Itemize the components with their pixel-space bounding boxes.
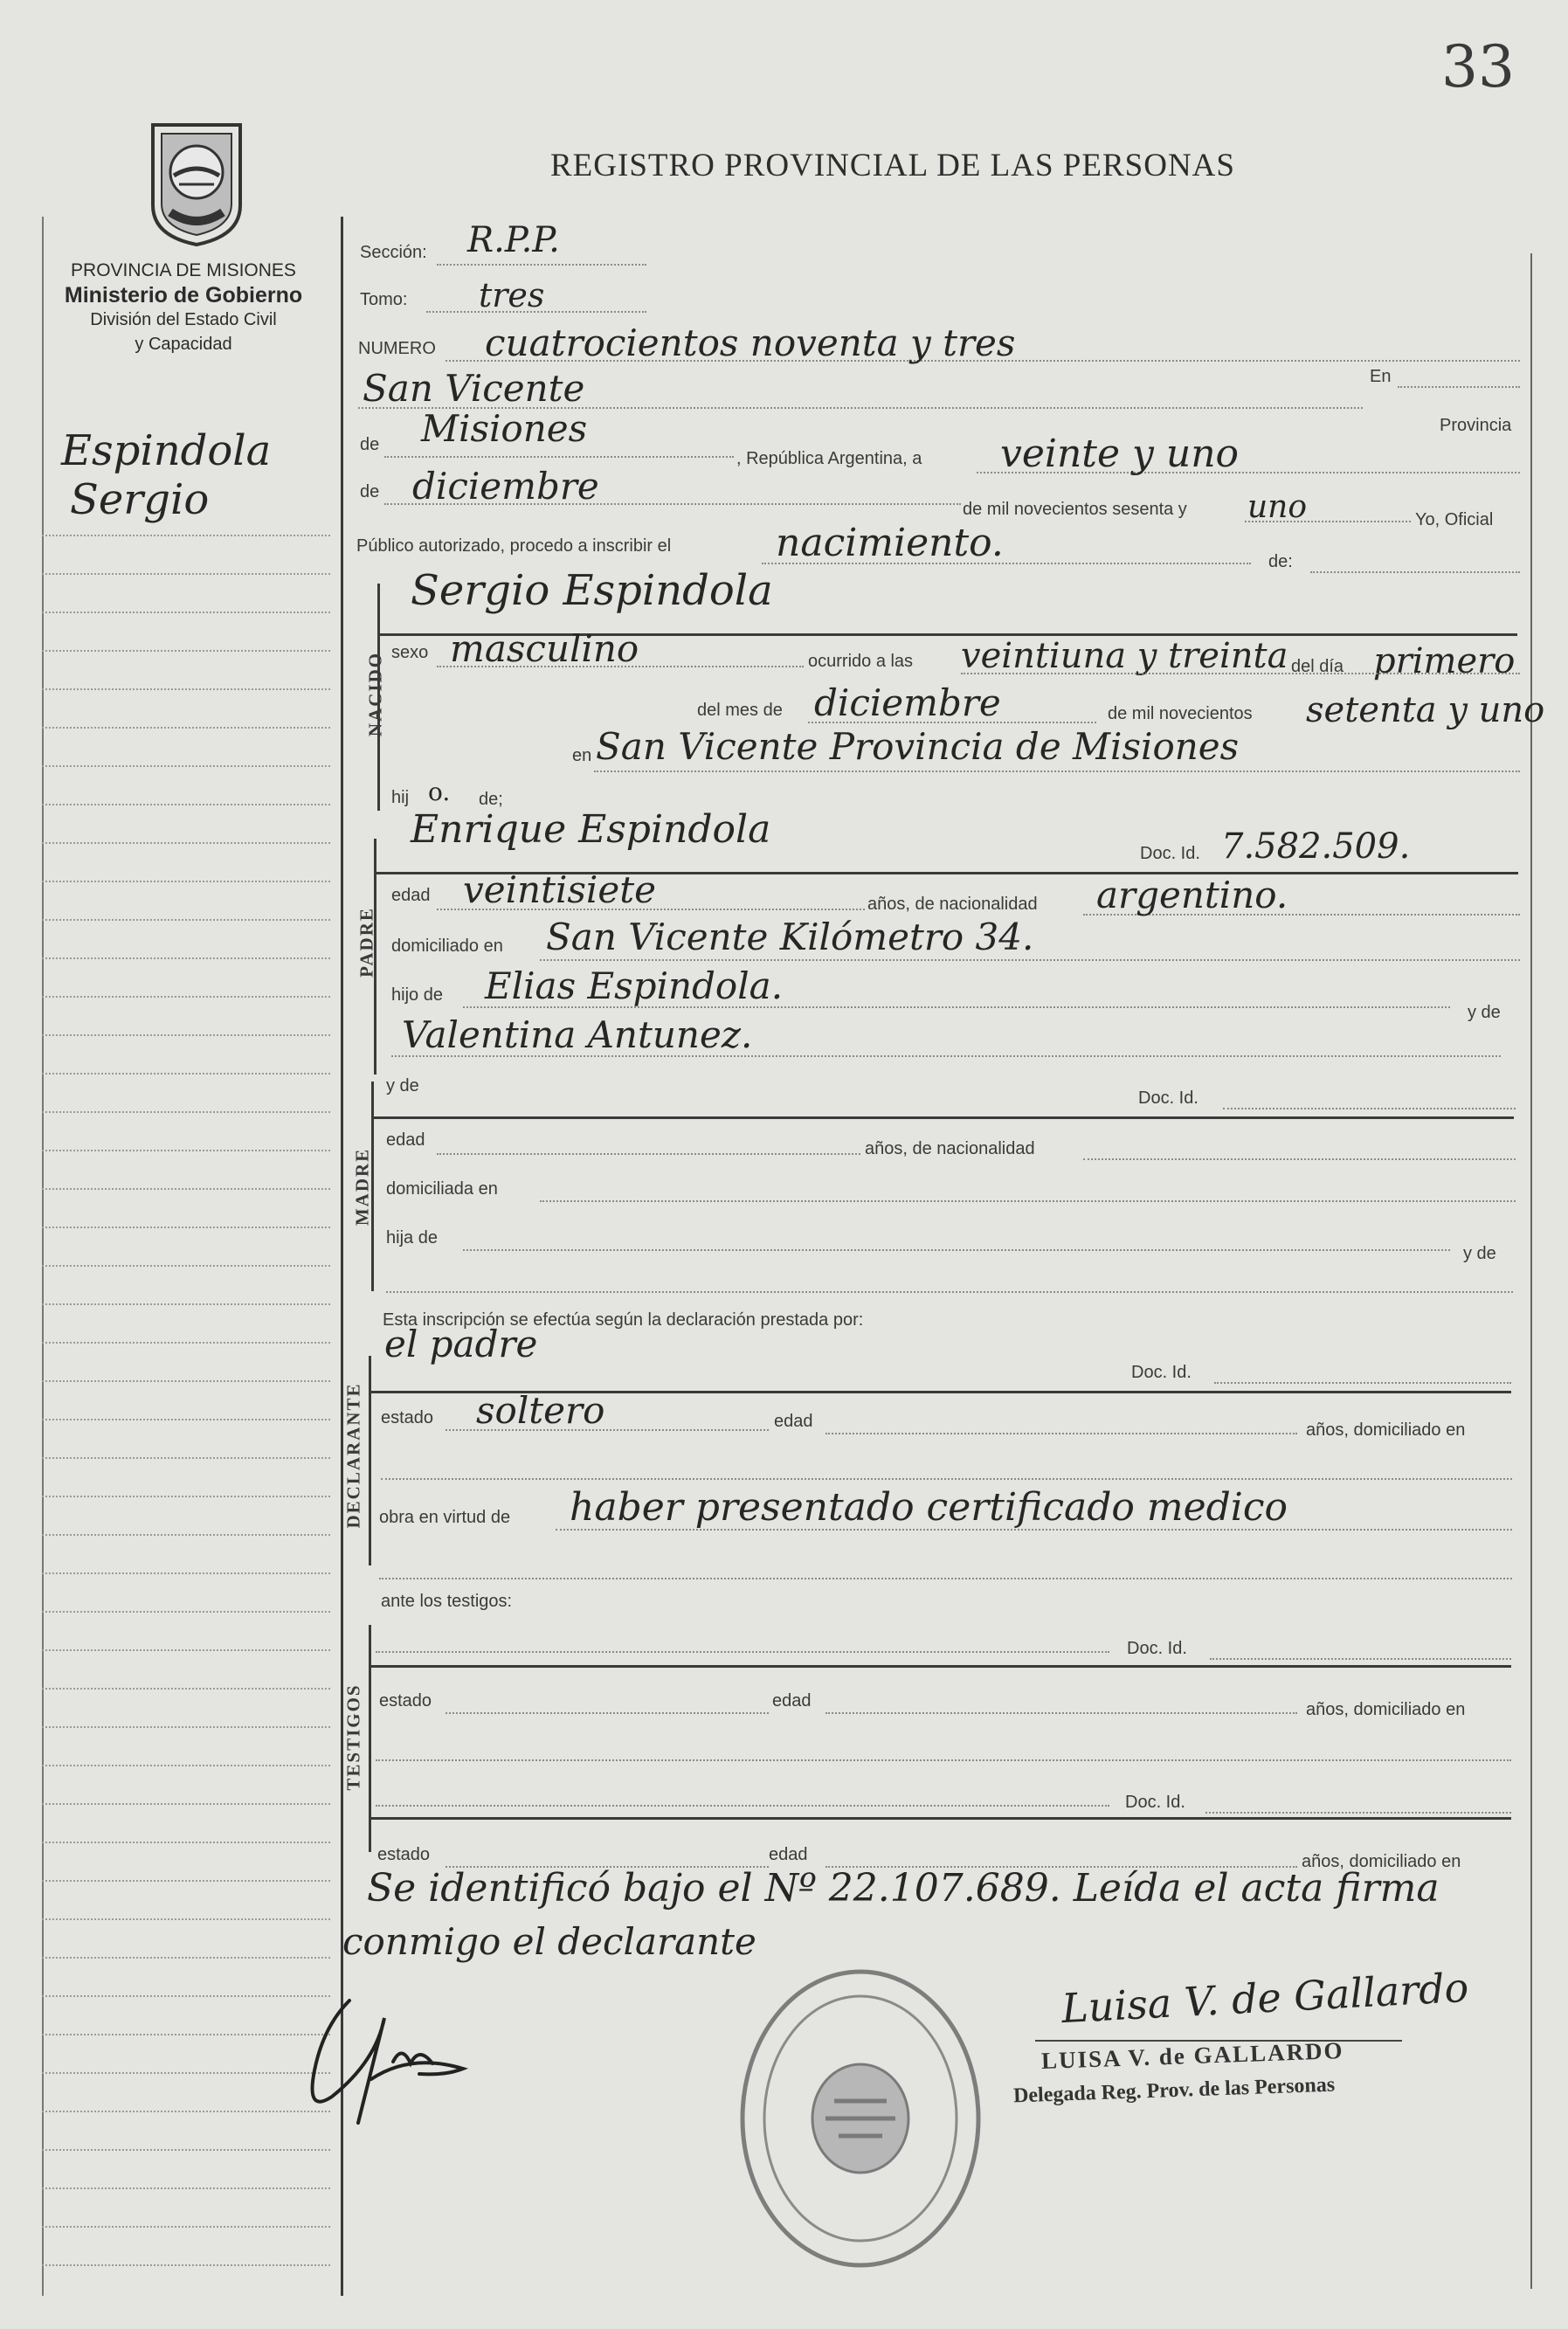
republica-label: , República Argentina, a [736, 449, 922, 468]
margin-rule [42, 1957, 330, 1959]
margin-rule [42, 1150, 330, 1151]
margin-rule [42, 1265, 330, 1267]
margin-rule [42, 1995, 330, 1997]
margin-rule [42, 1726, 330, 1728]
margin-rule [42, 1380, 330, 1382]
padre-hijo-de-label: hijo de [391, 985, 443, 1005]
margin-rule [42, 2111, 330, 2112]
margin-rule [42, 727, 330, 729]
margin-rule [42, 1457, 330, 1459]
testigos-section-label: TESTIGOS [342, 1683, 364, 1791]
testigo1-doc-label: Doc. Id. [1127, 1639, 1187, 1658]
org-line-1: PROVINCIA DE MISIONES [71, 260, 296, 280]
padre-nacionalidad: argentino. [1096, 874, 1288, 916]
hijo-label [391, 788, 409, 808]
nacido-mil-label: de mil novecientos [1108, 704, 1253, 723]
seccion-value: R.P.P. [467, 220, 560, 260]
madre-hija-de-label: hija de [386, 1228, 438, 1247]
margin-rule [42, 573, 330, 575]
madre-edad-label: edad [386, 1130, 425, 1150]
dia-value: veinte y uno [1000, 432, 1240, 476]
page-number: 33 [1441, 33, 1515, 100]
de-label: de [360, 435, 380, 454]
margin-rule [42, 2149, 330, 2151]
margin-rule [42, 612, 330, 613]
margin-rule [42, 919, 330, 921]
padre-edad-value: veintisiete [463, 868, 656, 911]
nacido-lugar: San Vicente Provincia de Misiones [596, 725, 1240, 768]
officer-stamp-title: Delegada Reg. Prov. de las Personas [1012, 2073, 1336, 2108]
anio-value: uno [1247, 489, 1308, 525]
testigos-intro: ante los testigos: [381, 1592, 513, 1611]
provincia-value: Misiones [421, 407, 588, 450]
declarant-signature [288, 1966, 515, 2145]
declarante-anios-label: años, domiciliado en [1306, 1420, 1466, 1440]
declarante-intro: Esta inscripción se efectúa según la declaración prestada por: [383, 1310, 864, 1330]
yo-oficial-label: Yo, Oficial [1415, 510, 1494, 529]
margin-rule [42, 1842, 330, 1843]
mes-value: diciembre [412, 465, 599, 508]
margin-rule [42, 1342, 330, 1344]
hora-value: veintiuna y treinta [961, 636, 1288, 676]
sexo-label: sexo [391, 643, 429, 662]
margin-rule [42, 1534, 330, 1536]
testigo2-estado-label: estado [377, 1845, 431, 1864]
padre-y-de-label: y de [1468, 1003, 1501, 1022]
de-label-2: de [360, 482, 380, 501]
madre-section-label: MADRE [351, 1147, 373, 1227]
tomo-label: Tomo: [360, 290, 408, 309]
closing-line-2: conmigo el declarante [342, 1920, 756, 1963]
padre-domicilio-label: domiciliado en [391, 936, 503, 956]
margin-rule [42, 1649, 330, 1651]
seccion-label: Sección: [360, 243, 427, 262]
org-block [35, 259, 332, 356]
ocurrido-label: ocurrido a las [808, 652, 914, 671]
officer-signature: Luisa V. de Gallardo [1060, 1963, 1470, 2033]
madre-y-de-label: y de [386, 1076, 419, 1095]
margin-rule [42, 1918, 330, 1920]
margin-rule [42, 2034, 330, 2035]
padre-edad-label: edad [391, 886, 431, 905]
nacido-en-label: en [572, 746, 592, 765]
testigo2-doc-label: Doc. Id. [1125, 1793, 1185, 1812]
nacido-mes-value: diciembre [814, 681, 1001, 724]
margin-surname: Espindola [61, 426, 272, 475]
closing-line-1: Se identificó bajo el Nº 22.107.689. Leída el acta firma [367, 1866, 1440, 1911]
madre-anios-label: años, de nacionalidad [865, 1139, 1035, 1158]
acto-value: nacimiento. [776, 521, 1004, 565]
declarante-section-label: DECLARANTE [342, 1382, 364, 1529]
nacido-name: Sergio Espindola [411, 566, 773, 615]
madre-doc-label: Doc. Id. [1138, 1088, 1198, 1108]
declarante-estado-label: estado [381, 1408, 434, 1427]
document-title: REGISTRO PROVINCIAL DE LAS PERSONAS [550, 148, 1235, 183]
hijo-suffix: o. [428, 777, 451, 806]
madre-domicilio-label: domiciliada en [386, 1179, 498, 1199]
declarante-doc-label: Doc. Id. [1131, 1363, 1192, 1382]
provincia-label: Provincia [1440, 416, 1512, 435]
margin-rule [42, 1034, 330, 1036]
padre-anios-label: años, de nacionalidad [867, 895, 1038, 914]
tomo-value: tres [479, 276, 545, 314]
de-colon-label: de: [1268, 552, 1293, 571]
margin-rule [42, 2264, 330, 2266]
testigo2-anios-label: años, domiciliado en [1302, 1852, 1461, 1871]
margin-rule [42, 2226, 330, 2228]
en-label: En [1370, 367, 1392, 386]
org-line-2: Ministerio de Gobierno [64, 283, 303, 308]
margin-rule [42, 765, 330, 767]
margin-rule [42, 650, 330, 652]
margin-rule [42, 1073, 330, 1075]
nacido-dia-value: primero [1373, 641, 1516, 681]
margin-rule [42, 1227, 330, 1228]
margin-rule [42, 1765, 330, 1766]
declarante-obra-value: haber presentado certificado medico [570, 1485, 1288, 1530]
margin-rule [42, 804, 330, 805]
hijo-de-label: de; [479, 790, 503, 809]
place-value: San Vicente [363, 367, 585, 410]
testigo1-edad-label: edad [772, 1691, 812, 1710]
testigo2-edad-label: edad [769, 1845, 808, 1864]
org-line-4: y Capacidad [135, 335, 232, 354]
sexo-value: masculino [450, 627, 639, 670]
declarante-estado-value: soltero [476, 1389, 605, 1432]
margin-rule [42, 1688, 330, 1690]
margin-rule [42, 1111, 330, 1113]
margin-rule [42, 1611, 330, 1613]
numero-label: NUMERO [358, 339, 436, 358]
mil-label: de mil novecientos sesenta y [963, 500, 1187, 519]
margin-given-name: Sergio [70, 475, 210, 524]
province-emblem [135, 118, 258, 253]
padre-section-label: PADRE [356, 907, 377, 978]
margin-rule [42, 842, 330, 844]
numero-value: cuatrocientos noventa y tres [485, 321, 1016, 364]
padre-domicilio-value: San Vicente Kilómetro 34. [546, 916, 1034, 958]
margin-rule [42, 1880, 330, 1882]
padre-padre-de: Elias Espindola. [485, 964, 784, 1007]
declarante-edad-label: edad [774, 1412, 813, 1431]
margin-rule [42, 1419, 330, 1420]
margin-rule [42, 881, 330, 882]
mes-label: del mes de [697, 701, 783, 720]
publico-label: Público autorizado, procedo a inscribir el [356, 536, 672, 556]
padre-doc-value: 7.582.509. [1221, 826, 1411, 867]
margin-rule [42, 1803, 330, 1805]
margin-rule [42, 2072, 330, 2074]
dia-label: del día [1291, 657, 1344, 676]
margin-rule [42, 1303, 330, 1305]
nacido-section-label: NACIDO [364, 651, 386, 737]
margin-rule [42, 1572, 330, 1574]
declarante-obra-label: obra en virtud de [379, 1508, 511, 1527]
padre-madre-de: Valentina Antunez. [402, 1013, 753, 1056]
margin-rule [42, 1496, 330, 1497]
padre-doc-label: Doc. Id. [1140, 844, 1200, 863]
margin-rule [42, 1188, 330, 1190]
org-line-3: División del Estado Civil [90, 310, 277, 329]
margin-rule [42, 996, 330, 998]
madre-y-de2-label: y de [1463, 1244, 1496, 1263]
declarante-nombre: el padre [384, 1323, 538, 1365]
hijo-prefix: hij [391, 788, 410, 807]
nacido-anio-value: setenta y uno [1306, 690, 1545, 730]
margin-rule [42, 2187, 330, 2189]
margin-note [61, 426, 271, 524]
margin-rule [42, 535, 330, 536]
officer-stamp-name: LUISA V. de GALLARDO [1040, 2036, 1344, 2075]
official-seal [729, 1961, 991, 2280]
margin-rule [42, 688, 330, 690]
margin-rule [42, 957, 330, 959]
testigo1-estado-label: estado [379, 1691, 432, 1710]
testigo1-anios-label: años, domiciliado en [1306, 1700, 1466, 1719]
padre-name: Enrique Espindola [411, 807, 771, 852]
